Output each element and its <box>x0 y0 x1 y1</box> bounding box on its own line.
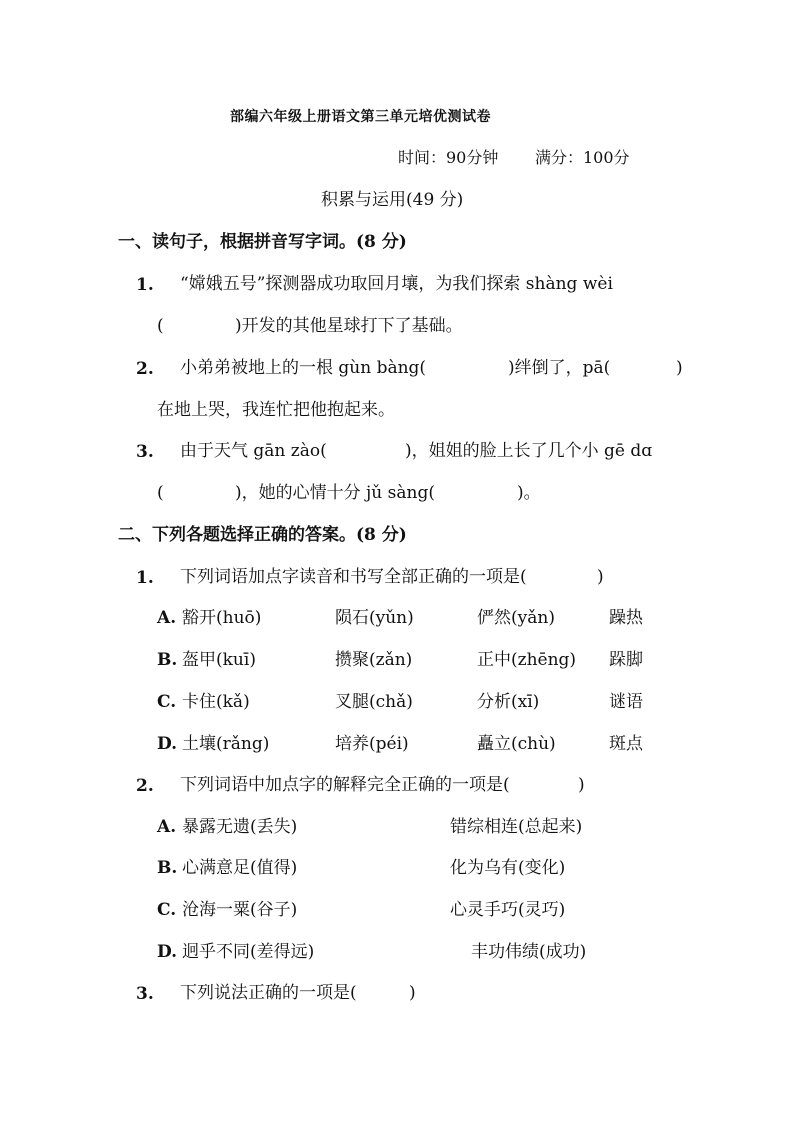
option-left: 沧海一粟(谷子) <box>182 900 298 920</box>
q3-paren-open: ( <box>157 483 164 503</box>
q2-line1c: ) <box>676 358 683 378</box>
q3-number: 3. <box>136 442 154 462</box>
option-word: 俨然(yǎn) <box>477 608 555 628</box>
option-word: 斑点 <box>609 734 643 754</box>
option-label: B. <box>157 650 178 670</box>
option-right: 化为乌有(变化) <box>450 858 566 878</box>
full-score: 满分：100分 <box>535 148 630 167</box>
section-title: 积累与运用(49 分) <box>321 190 464 210</box>
option-right: 错综相连(总起来) <box>450 817 583 837</box>
option-label: C. <box>157 692 177 712</box>
p2q2-stem: 下列词语中加点字的解释完全正确的一项是( <box>180 775 510 795</box>
option-right: 丰功伟绩(成功) <box>471 942 587 962</box>
p2q2-number: 2. <box>136 776 154 796</box>
option-label: D. <box>157 734 178 754</box>
option-word: 土壤(rǎng) <box>182 734 270 754</box>
p2q3-stem: 下列说法正确的一项是( <box>180 983 357 1003</box>
option-word: 分析(xī) <box>477 692 540 712</box>
option-label: D. <box>157 942 178 962</box>
option-label: B. <box>157 858 178 878</box>
q1-number: 1. <box>136 275 154 295</box>
q3-line1a: 由于天气 gān zào( <box>180 441 327 461</box>
option-word: 卡住(kǎ) <box>182 692 250 712</box>
q2-number: 2. <box>136 359 154 379</box>
option-word: 谜语 <box>609 692 643 712</box>
option-label: A. <box>157 817 177 837</box>
p2q1-number: 1. <box>136 568 154 588</box>
option-left: 迥乎不同(差得远) <box>182 942 315 962</box>
option-word: 叉腿(chǎ) <box>335 692 413 712</box>
q1-paren-open: ( <box>157 316 164 336</box>
p2q3-number: 3. <box>136 984 154 1004</box>
option-word: 豁开(huō) <box>182 608 262 628</box>
part2-heading: 二、下列各题选择正确的答案。(8 分) <box>118 525 407 545</box>
document-title: 部编六年级上册语文第三单元培优测试卷 <box>230 109 491 125</box>
option-left: 暴露无遗(丢失) <box>182 817 298 837</box>
option-word: 矗立(chù) <box>477 734 556 754</box>
time-limit: 时间：90分钟 <box>398 148 499 167</box>
option-left: 心满意足(值得) <box>182 858 298 878</box>
option-word: 攒聚(zǎn) <box>335 650 413 670</box>
q1-line2: )开发的其他星球打下了基础。 <box>235 316 463 336</box>
option-word: 正中(zhēng) <box>477 650 577 670</box>
p2q2-stem-end: ) <box>578 775 585 795</box>
p2q1-stem-end: ) <box>597 567 604 587</box>
q3-line1b: )，姐姐的脸上长了几个小 gē dɑ <box>405 441 653 461</box>
option-word: 培养(péi) <box>335 734 409 754</box>
option-word: 盔甲(kuī) <box>182 650 256 670</box>
q1-line1: “嫦娥五号”探测器成功取回月壤，为我们探索 shàng wèi <box>180 274 613 294</box>
option-label: C. <box>157 900 177 920</box>
option-right: 心灵手巧(灵巧) <box>450 900 566 920</box>
option-word: 陨石(yǔn) <box>335 608 414 628</box>
option-word: 躁热 <box>609 608 643 628</box>
q3-line2b: )，她的心情十分 jǔ sàng( <box>235 483 435 503</box>
q2-line2: 在地上哭，我连忙把他抱起来。 <box>157 400 395 420</box>
q2-line1b: )绊倒了，pā( <box>508 358 611 378</box>
part1-heading: 一、读句子，根据拼音写字词。(8 分) <box>118 232 407 252</box>
q2-line1a: 小弟弟被地上的一根 gùn bàng( <box>180 358 427 378</box>
q3-line2c: )。 <box>517 483 541 503</box>
p2q1-stem: 下列词语加点字读音和书写全部正确的一项是( <box>180 567 527 587</box>
option-label: A. <box>157 608 177 628</box>
option-word: 跺脚 <box>609 650 643 670</box>
p2q3-stem-end: ) <box>409 983 416 1003</box>
